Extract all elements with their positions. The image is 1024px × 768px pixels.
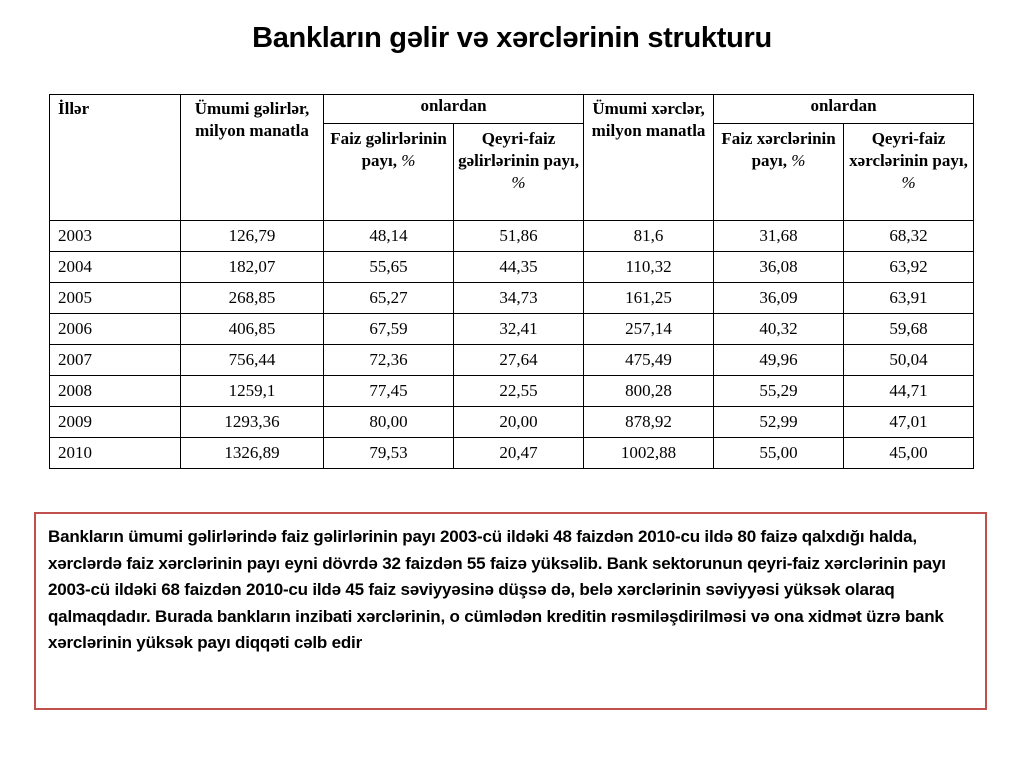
header-total-income: Ümumi gəlirlər, milyon manatla bbox=[181, 95, 324, 221]
cell-total-expense: 1002,88 bbox=[584, 438, 714, 469]
table-row bbox=[50, 252, 974, 283]
cell-interest-income-share: 79,53 bbox=[324, 438, 454, 469]
table-row bbox=[50, 376, 974, 407]
header-interest-income-share-label: Faiz gəlirlərinin payı, bbox=[330, 129, 447, 170]
cell-year: 2010 bbox=[50, 438, 181, 469]
cell-interest-expense-share: 36,09 bbox=[714, 283, 844, 314]
cell-interest-expense-share: 55,29 bbox=[714, 376, 844, 407]
cell-total-expense: 257,14 bbox=[584, 314, 714, 345]
cell-interest-income-share: 65,27 bbox=[324, 283, 454, 314]
header-interest-expense-share bbox=[714, 124, 844, 221]
cell-interest-expense-share: 52,99 bbox=[714, 407, 844, 438]
cell-interest-income-share: 55,65 bbox=[324, 252, 454, 283]
cell-non-interest-expense-share: 63,92 bbox=[844, 252, 974, 283]
cell-total-income: 268,85 bbox=[181, 283, 324, 314]
cell-year: 2004 bbox=[50, 252, 181, 283]
table-row bbox=[50, 221, 974, 252]
table-row bbox=[50, 314, 974, 345]
cell-total-expense: 878,92 bbox=[584, 407, 714, 438]
cell-interest-expense-share: 40,32 bbox=[714, 314, 844, 345]
header-total-expense: Ümumi xərclər, milyon manatla bbox=[584, 95, 714, 221]
summary-note-box bbox=[34, 512, 987, 710]
cell-interest-income-share: 72,36 bbox=[324, 345, 454, 376]
header-non-interest-income-share bbox=[454, 124, 584, 221]
cell-year: 2009 bbox=[50, 407, 181, 438]
header-onlardan-income: onlardan bbox=[324, 95, 584, 124]
cell-total-income: 126,79 bbox=[181, 221, 324, 252]
cell-total-income: 756,44 bbox=[181, 345, 324, 376]
table-row bbox=[50, 283, 974, 314]
header-non-interest-expense-share bbox=[844, 124, 974, 221]
cell-interest-expense-share: 36,08 bbox=[714, 252, 844, 283]
cell-interest-expense-share: 31,68 bbox=[714, 221, 844, 252]
cell-total-expense: 161,25 bbox=[584, 283, 714, 314]
cell-non-interest-income-share: 44,35 bbox=[454, 252, 584, 283]
cell-non-interest-income-share: 51,86 bbox=[454, 221, 584, 252]
cell-non-interest-expense-share: 47,01 bbox=[844, 407, 974, 438]
cell-total-expense: 475,49 bbox=[584, 345, 714, 376]
table-row bbox=[50, 438, 974, 469]
percent-sign: % bbox=[511, 173, 526, 192]
cell-interest-expense-share: 55,00 bbox=[714, 438, 844, 469]
cell-non-interest-income-share: 22,55 bbox=[454, 376, 584, 407]
cell-non-interest-expense-share: 68,32 bbox=[844, 221, 974, 252]
cell-total-income: 1259,1 bbox=[181, 376, 324, 407]
summary-note-text: Bankların ümumi gəlirlərində faiz gəlirlərinin payı 2003-cü ildəki 48 faizdən 2010-cu ildə 80 faizə qalxdığı halda, xərclərdə faiz xərclərinin payı eyni dövrdə 32 faizdən 55 faizə yüksəlib. Bank sektorunun qeyri-faiz xərclərinin payı 2003-cü ildəki 68 faizdən 2010-cu ildə 45 faiz səviyyəsinə düşsə də, belə xərclərinin səviyyəsi yüksək olaraq qalmaqdadır. Burada bankların inzibati xərclərinin, o cümlədən kreditin rəsmiləşdirilməsi və ona xidmət üzrə bank xərclərinin yüksək payı diqqəti cəlb edir bbox=[48, 527, 946, 652]
cell-year: 2006 bbox=[50, 314, 181, 345]
cell-total-income: 182,07 bbox=[181, 252, 324, 283]
cell-interest-income-share: 48,14 bbox=[324, 221, 454, 252]
cell-non-interest-income-share: 34,73 bbox=[454, 283, 584, 314]
cell-non-interest-expense-share: 50,04 bbox=[844, 345, 974, 376]
table-header-row-1 bbox=[50, 95, 974, 124]
percent-sign: % bbox=[901, 173, 916, 192]
cell-non-interest-expense-share: 44,71 bbox=[844, 376, 974, 407]
cell-total-expense: 800,28 bbox=[584, 376, 714, 407]
cell-total-income: 1293,36 bbox=[181, 407, 324, 438]
cell-interest-income-share: 67,59 bbox=[324, 314, 454, 345]
cell-year: 2008 bbox=[50, 376, 181, 407]
header-non-interest-expense-share-label: Qeyri-faiz xərclərinin payı, bbox=[849, 129, 968, 170]
table-row bbox=[50, 407, 974, 438]
slide-title: Bankların gəlir və xərclərinin strukturu bbox=[252, 22, 772, 54]
cell-year: 2007 bbox=[50, 345, 181, 376]
header-interest-income-share bbox=[324, 124, 454, 221]
percent-sign: % bbox=[791, 151, 806, 170]
header-onlardan-expense: onlardan bbox=[714, 95, 974, 124]
cell-non-interest-expense-share: 45,00 bbox=[844, 438, 974, 469]
percent-sign: % bbox=[401, 151, 416, 170]
cell-non-interest-income-share: 27,64 bbox=[454, 345, 584, 376]
cell-non-interest-income-share: 32,41 bbox=[454, 314, 584, 345]
cell-interest-income-share: 77,45 bbox=[324, 376, 454, 407]
table-row bbox=[50, 345, 974, 376]
cell-non-interest-income-share: 20,47 bbox=[454, 438, 584, 469]
header-years: İllər bbox=[50, 95, 181, 221]
header-interest-expense-share-label: Faiz xərclərinin payı, bbox=[721, 129, 836, 170]
bank-income-expense-table bbox=[49, 94, 974, 469]
cell-total-expense: 81,6 bbox=[584, 221, 714, 252]
cell-interest-income-share: 80,00 bbox=[324, 407, 454, 438]
cell-interest-expense-share: 49,96 bbox=[714, 345, 844, 376]
cell-year: 2005 bbox=[50, 283, 181, 314]
cell-non-interest-income-share: 20,00 bbox=[454, 407, 584, 438]
header-non-interest-income-share-label: Qeyri-faiz gəlirlərinin payı, bbox=[458, 129, 579, 170]
cell-total-income: 1326,89 bbox=[181, 438, 324, 469]
cell-year: 2003 bbox=[50, 221, 181, 252]
cell-total-expense: 110,32 bbox=[584, 252, 714, 283]
cell-total-income: 406,85 bbox=[181, 314, 324, 345]
cell-non-interest-expense-share: 59,68 bbox=[844, 314, 974, 345]
cell-non-interest-expense-share: 63,91 bbox=[844, 283, 974, 314]
